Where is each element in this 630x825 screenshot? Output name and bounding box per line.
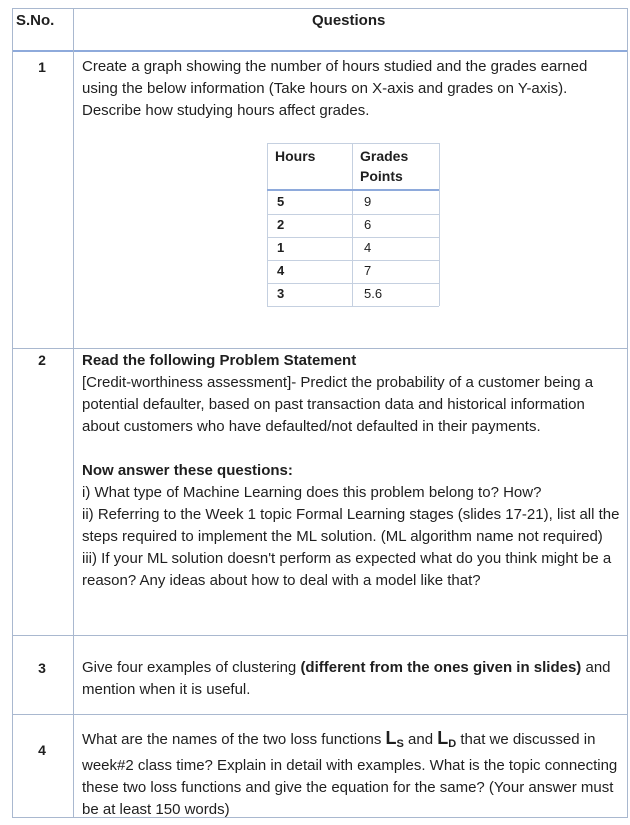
question-2-i: i) What type of Machine Learning does this problem belong to? How?	[82, 484, 542, 501]
problem-statement: [Credit-worthiness assessment]- Predict the probability of a customer being a potential defaulter, based on past transaction data and historical information about customers who have defaulted/not defaulted in their payments.	[82, 374, 594, 435]
questions-header: Questions	[312, 12, 386, 29]
ls-sub: S	[396, 738, 404, 750]
q4-post: that we discussed in week#2 class time? Explain in detail with examples. What is the topic connecting these two loss functions and give the equation for the same? (Your answer must be at least 150 words)	[82, 731, 618, 818]
table-row	[267, 214, 439, 236]
table-row	[267, 260, 439, 282]
ld-main: L	[437, 728, 449, 748]
ls-main: L	[385, 728, 397, 748]
question-2-iii: iii) If your ML solution doesn't perform as expected what do you think might be a reason? Any ideas about how to deal with a model like that?	[82, 550, 612, 589]
hours-cell: 4	[277, 263, 285, 278]
grade-cell: 9	[364, 194, 372, 209]
question-1-text: Create a graph showing the number of hours studied and the grades earned using the below information (Take hours on X-axis and grades on Y-axis). Describe how studying hours affect grades.	[82, 58, 588, 119]
question-number-2: 2	[38, 352, 46, 368]
sno-header: S.No.	[16, 12, 55, 29]
hours-cell: 2	[277, 217, 285, 232]
questions-table	[12, 8, 628, 818]
grade-cell: 7	[364, 263, 372, 278]
table-row	[267, 237, 439, 259]
q4-mid: and	[403, 731, 438, 748]
q3-text-bold: (different from the ones given in slides)	[300, 659, 582, 676]
question-4-text	[82, 727, 624, 821]
table-row	[267, 191, 439, 213]
table-row	[267, 283, 439, 305]
ld-sub: D	[448, 738, 457, 750]
q3-text-pre: Give four examples of clustering	[82, 659, 301, 676]
question-2-content	[82, 350, 624, 592]
grades-column-header-2: Points	[360, 168, 403, 184]
question-3-text	[82, 657, 624, 701]
question-number-4: 4	[38, 742, 46, 758]
problem-statement-heading: Read the following Problem Statement	[82, 352, 357, 369]
grade-cell: 4	[364, 240, 372, 255]
hours-column-header: Hours	[275, 148, 316, 164]
q4-pre: What are the names of the two loss functions	[82, 731, 386, 748]
hours-cell: 1	[277, 240, 285, 255]
hours-cell: 5	[277, 194, 285, 209]
hours-cell: 3	[277, 286, 285, 301]
grade-cell: 6	[364, 217, 372, 232]
grades-column-header: Grades	[360, 148, 409, 164]
question-2-ii: ii) Referring to the Week 1 topic Formal Learning stages (slides 17-21), list all the steps required to implement the ML solution. (ML algorithm name not required)	[82, 506, 620, 545]
q3-text-post: and mention when it is useful.	[82, 659, 611, 698]
question-number-1: 1	[38, 59, 46, 75]
grade-cell: 5.6	[364, 286, 383, 301]
question-number-3: 3	[38, 660, 46, 676]
answer-heading: Now answer these questions:	[82, 462, 293, 479]
